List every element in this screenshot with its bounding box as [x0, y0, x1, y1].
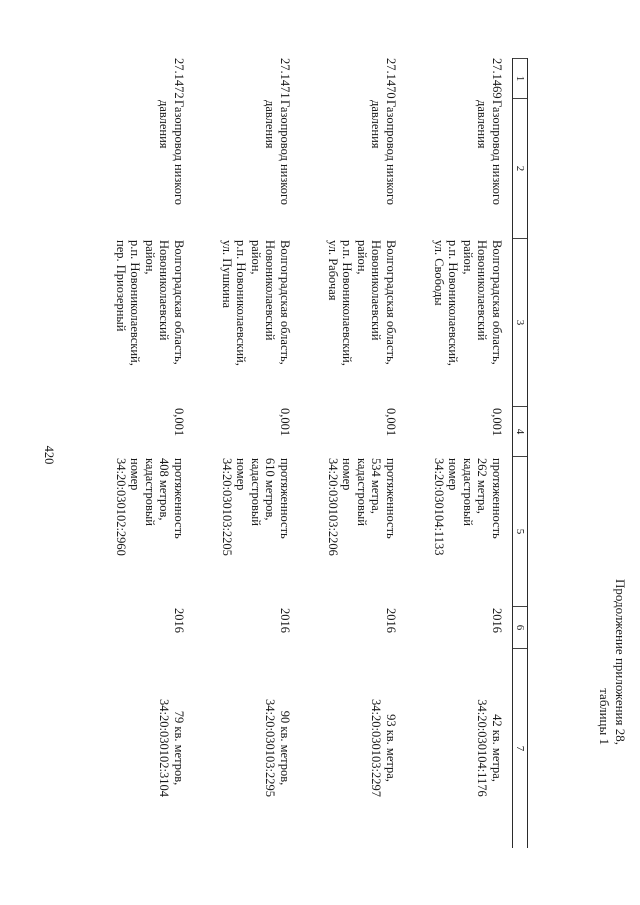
object-address-line: ул. Свободы	[431, 240, 446, 306]
object-address-line: р.п. Новониколаевский,	[340, 240, 355, 366]
object-characteristics-line: 34:20:030102:2960	[113, 458, 128, 556]
object-characteristics	[431, 456, 512, 606]
object-address-line: р.п. Новониколаевский,	[128, 240, 143, 366]
object-area-line: 34:20:030102:3104	[157, 699, 172, 797]
object-address-line: район,	[248, 240, 263, 275]
object-area-line: 34:20:030103:2295	[263, 699, 278, 797]
row-id: 27.1471	[278, 58, 292, 99]
data-table	[88, 58, 528, 848]
object-area-line: 79 кв. метров,	[172, 710, 186, 786]
object-address-line: р.п. Новониколаевский,	[234, 240, 249, 366]
object-characteristics-line: 34:20:030103:2206	[325, 458, 340, 556]
object-address-line: Новониколаевский	[263, 240, 278, 341]
page-number: 420	[42, 445, 56, 465]
continuation-line-1: Продолжение приложения 28,	[613, 578, 628, 745]
object-name-line: давления	[475, 100, 490, 149]
object-area	[263, 648, 300, 848]
object-characteristics-line: номер	[234, 458, 249, 491]
object-year: 2016	[172, 608, 186, 633]
column-number-2: 2	[513, 98, 527, 238]
object-characteristics-line: номер	[446, 458, 461, 491]
object-name-line: Газопровод низкого	[278, 100, 292, 206]
object-characteristics-line: номер	[340, 458, 355, 491]
object-characteristics	[219, 456, 300, 606]
object-year: 2016	[384, 608, 398, 633]
object-address-line: Волгоградская область,	[490, 240, 504, 365]
object-year: 2016	[278, 608, 292, 633]
object-name	[157, 98, 194, 238]
object-characteristics-line: номер	[128, 458, 143, 491]
table-row	[194, 58, 300, 848]
object-area	[157, 648, 194, 848]
object-address-line: пер. Приозерный	[113, 240, 128, 332]
column-number-3: 3	[513, 238, 527, 406]
object-name	[369, 98, 406, 238]
object-name-line: Газопровод низкого	[172, 100, 186, 206]
column-number-6: 6	[513, 606, 527, 648]
table-header-row	[512, 58, 528, 848]
object-area-line: 42 кв. метра,	[490, 714, 504, 782]
object-value: 0,001	[172, 408, 186, 437]
object-characteristics-line: протяженность	[384, 458, 398, 539]
continuation-line-2: таблицы 1	[597, 688, 612, 745]
object-characteristics	[113, 456, 194, 606]
object-characteristics-line: 534 метра,	[369, 458, 384, 514]
object-characteristics	[325, 456, 406, 606]
object-value: 0,001	[384, 408, 398, 437]
object-address-line: район,	[460, 240, 475, 275]
object-name	[263, 98, 300, 238]
object-characteristics-line: протяженность	[172, 458, 186, 539]
table-row	[88, 58, 194, 848]
object-address-line: Волгоградская область,	[172, 240, 186, 365]
object-characteristics-line: 34:20:030103:2205	[219, 458, 234, 556]
table-row	[300, 58, 406, 848]
object-characteristics-line: кадастровый	[248, 458, 263, 526]
column-number-4: 4	[513, 406, 527, 456]
object-address-line: район,	[354, 240, 369, 275]
object-characteristics-line: 408 метров,	[157, 458, 172, 521]
object-characteristics-line: протяженность	[278, 458, 292, 539]
row-id: 27.1470	[384, 58, 398, 99]
object-name-line: давления	[369, 100, 384, 149]
object-area-line: 90 кв. метров,	[278, 710, 292, 786]
object-address-line: Волгоградская область,	[278, 240, 292, 365]
object-name-line: давления	[157, 100, 172, 149]
column-number-1: 1	[513, 58, 527, 98]
object-characteristics-line: кадастровый	[354, 458, 369, 526]
object-name-line: давления	[263, 100, 278, 149]
column-number-7: 7	[513, 648, 527, 848]
object-address	[431, 238, 512, 406]
object-address-line: Новониколаевский	[369, 240, 384, 341]
table-body	[88, 58, 512, 848]
object-address-line: ул. Пушкина	[219, 240, 234, 309]
object-characteristics-line: кадастровый	[460, 458, 475, 526]
object-area-line: 34:20:030103:2297	[369, 699, 384, 797]
object-address-line: р.п. Новониколаевский,	[446, 240, 461, 366]
object-characteristics-line: кадастровый	[142, 458, 157, 526]
object-address-line: Новониколаевский	[475, 240, 490, 341]
row-id: 27.1472	[172, 58, 186, 99]
object-address-line: Новониколаевский	[157, 240, 172, 341]
object-name-line: Газопровод низкого	[490, 100, 504, 206]
table-row	[406, 58, 512, 848]
object-area-line: 93 кв. метра,	[384, 714, 398, 782]
object-address-line: Волгоградская область,	[384, 240, 398, 365]
object-address-line: ул. Рабочая	[325, 240, 340, 301]
object-address	[219, 238, 300, 406]
object-address	[113, 238, 194, 406]
object-value: 0,001	[490, 408, 504, 437]
row-id: 27.1469	[490, 58, 504, 99]
object-area	[369, 648, 406, 848]
object-name	[475, 98, 512, 238]
object-characteristics-line: 262 метра,	[475, 458, 490, 514]
object-characteristics-line: 610 метров,	[263, 458, 278, 521]
object-year: 2016	[490, 608, 504, 633]
object-area	[475, 648, 512, 848]
object-characteristics-line: 34:20:030104:1133	[431, 458, 446, 556]
object-characteristics-line: протяженность	[490, 458, 504, 539]
object-address	[325, 238, 406, 406]
object-area-line: 34:20:030104:1176	[475, 699, 490, 797]
object-value: 0,001	[278, 408, 292, 437]
object-name-line: Газопровод низкого	[384, 100, 398, 206]
column-number-5: 5	[513, 456, 527, 606]
object-address-line: район,	[142, 240, 157, 275]
continuation-header	[596, 445, 628, 745]
